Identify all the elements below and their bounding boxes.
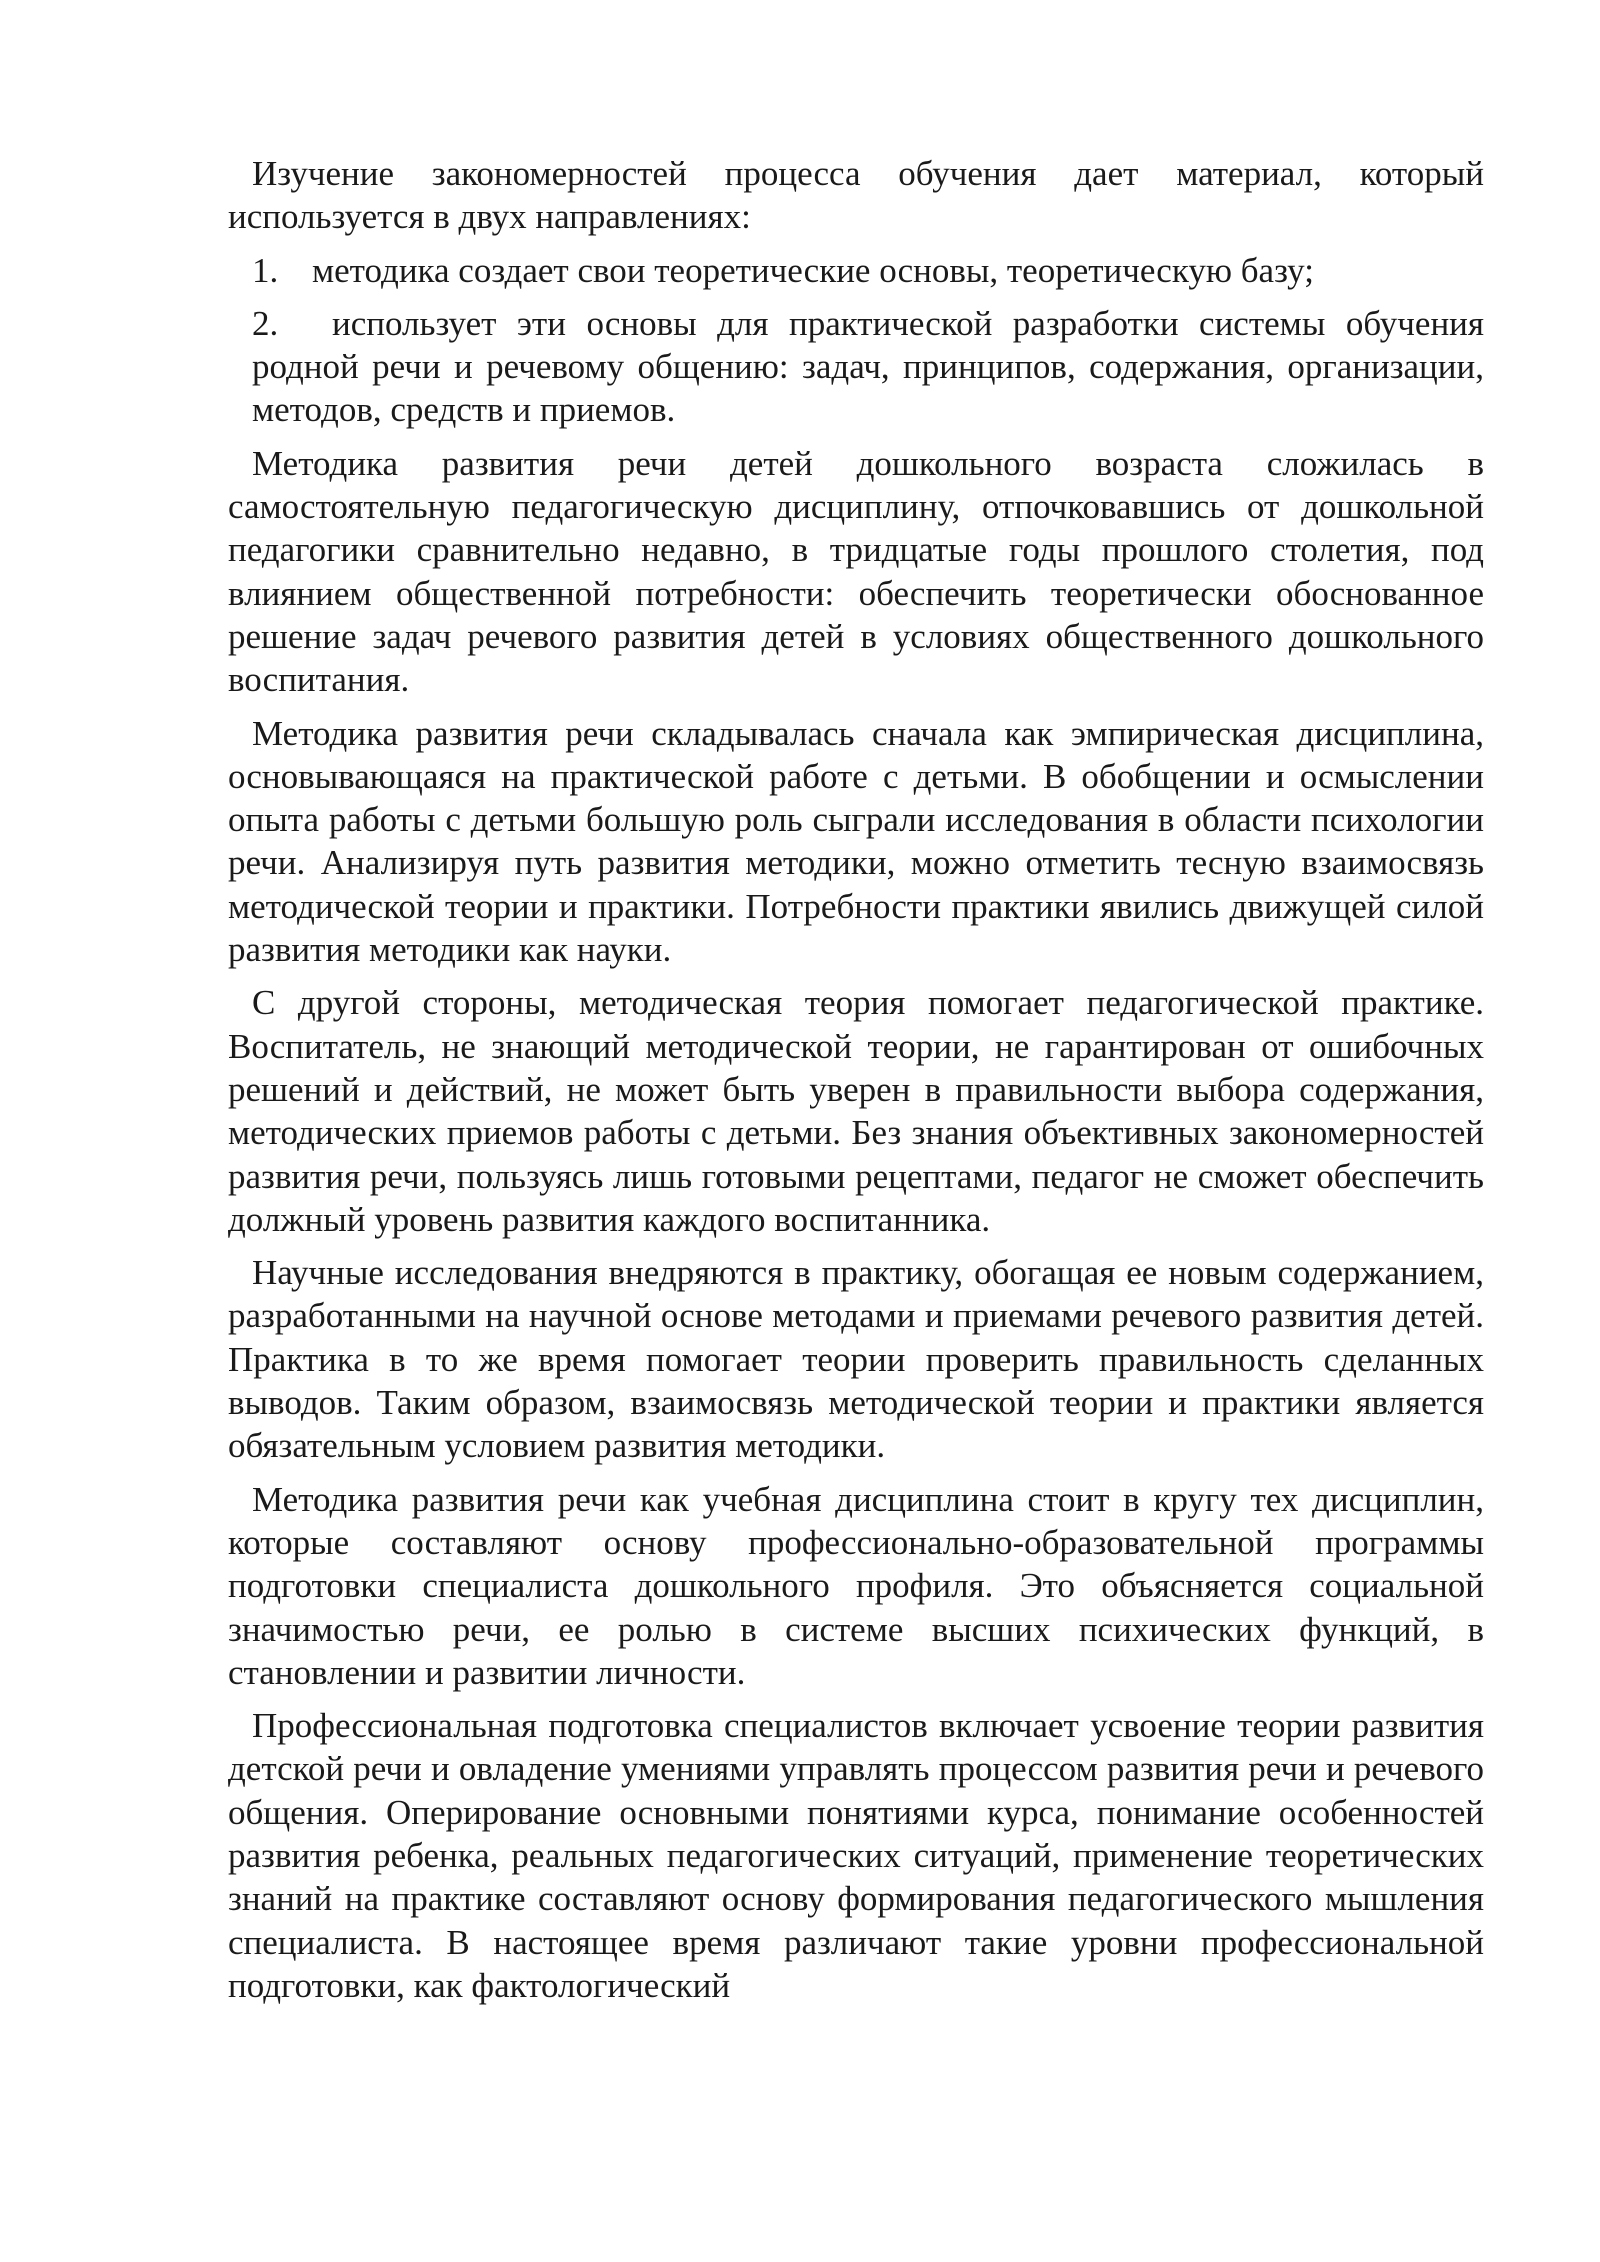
list-number: 1. — [252, 250, 279, 290]
list-item-1 — [228, 249, 1484, 292]
list-text: использует эти основы для практической разработки системы обучения родной речи и речевому общению: задач, принципов, содержания, организации, методов, средств и приемов. — [252, 303, 1484, 430]
body-paragraph: Методика развития речи складывалась сначала как эмпирическая дисциплина, основывающаяся на практической работе с детьми. В обобщении и осмыслении опыта работы с детьми большую роль сыграли исследования в области психологии речи. Анализируя путь развития методики, можно отметить тесную взаимосвязь методической теории и практики. Потребности практики явились движущей силой развития методики как науки. — [228, 713, 1484, 970]
body-paragraph: Методика развития речи как учебная дисциплина стоит в кругу тех дисциплин, которые составляют основу профессионально-образовательной программы подготовки специалиста дошкольного профиля. Это объясняется социальной значимостью речи, ее ролью в системе высших психических функций, в становлении и развитии личности. — [228, 1479, 1484, 1692]
body-paragraph: Научные исследования внедряются в практику, обогащая ее новым содержанием, разработанными на научной основе методами и приемами речевого развития детей. Практика в то же время помогает теории проверить правильность сделанных выводов. Таким образом, взаимосвязь методической теории и практики является обязательным условием развития методики. — [228, 1253, 1484, 1466]
document-page — [228, 152, 1484, 2017]
list-text: методика создает свои теоретические основы, теоретическую базу; — [312, 250, 1314, 290]
body-paragraph: С другой стороны, методическая теория помогает педагогической практике. Воспитатель, не знающий методической теории, не гарантирован от ошибочных решений и действий, не может быть уверен в правильности выбора содержания, методических приемов работы с детьми. Без знания объективных закономерностей развития речи, пользуясь лишь готовыми рецептами, педагог не сможет обеспечить должный уровень развития каждого воспитанника. — [228, 983, 1484, 1239]
body-paragraph: Профессиональная подготовка специалистов включает усвоение теории развития детской речи и овладение умениями управлять процессом развития речи и речевого общения. Оперирование основными понятиями курса, понимание особенностей развития ребенка, реальных педагогических ситуаций, применение теоретических знаний на практике составляют основу формирования педагогического мышления специалиста. В настоящее время различают такие уровни профессиональной подготовки, как фактологический — [228, 1706, 1484, 2005]
body-paragraph: Методика развития речи детей дошкольного возраста сложилась в самостоятельную педагогическую дисциплину, отпочковавшись от дошкольной педагогики сравнительно недавно, в тридцатые годы прошлого столетия, под влиянием общественной потребности: обеспечить теоретически обоснованное решение задач речевого развития детей в условиях общественного дошкольного воспитания. — [228, 443, 1484, 700]
list-number: 2. — [252, 303, 279, 343]
intro-paragraph: Изучение закономерностей процесса обучения дает материал, который используется в двух направлениях: — [228, 154, 1484, 237]
list-item-2 — [228, 302, 1484, 432]
